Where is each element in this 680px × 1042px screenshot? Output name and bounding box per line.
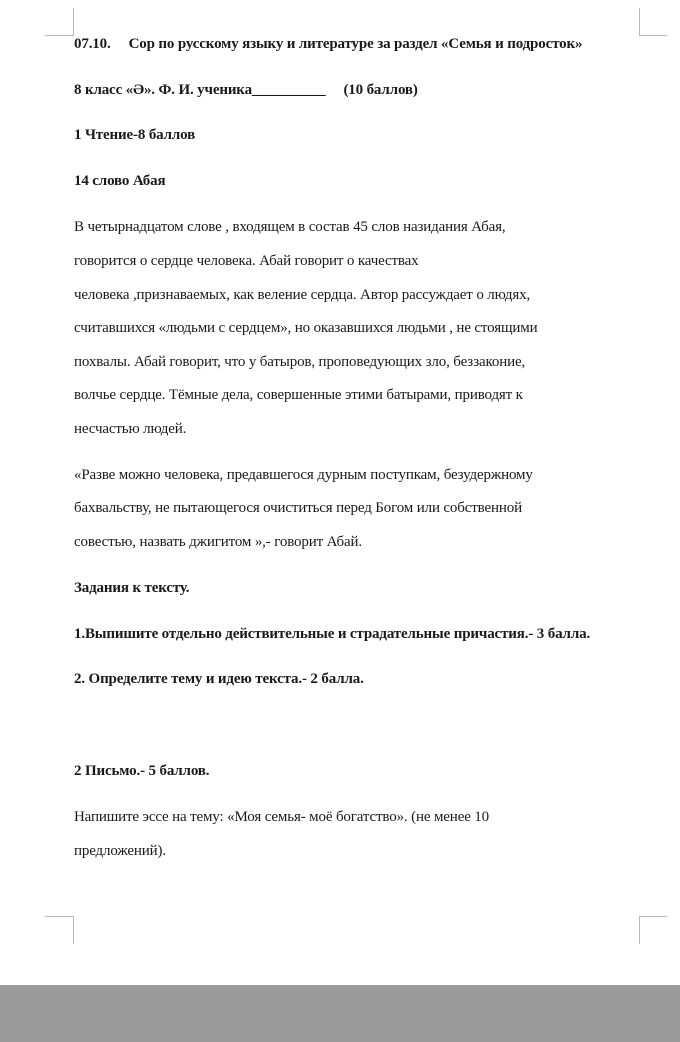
reading-heading: 1 Чтение-8 баллов [74,127,196,143]
writing-heading: 2 Письмо.- 5 баллов. [74,763,210,779]
quote-line: «Разве можно человека, предавшегося дурным поступкам, безудержному [74,467,533,483]
writing-prompt-line: предложений). [74,843,166,859]
class-and-name-field: 8 класс «Ә». Ф. И. ученика__________ [74,82,326,98]
crop-mark-top-left [45,8,74,36]
document-title [74,34,582,54]
writing-prompt-line: Напишите эссе на тему: «Моя семья- моё богатство». (не менее 10 [74,809,490,825]
paragraph-line: похвалы. Абай говорит, что у батыров, проповедующих зло, беззаконие, [74,354,526,370]
paragraph-line: волчье сердце. Тёмные дела, совершенные этими батырами, приводят к [74,387,523,403]
paragraph-line: несчастью людей. [74,421,187,437]
crop-mark-top-right [639,8,667,36]
paragraph-line: В четырнадцатом слове , входящем в состав 45 слов назидания Абая, [74,219,506,235]
quote-line: бахвальству, не пытающегося очиститься перед Богом или собственной [74,500,523,516]
title-text: Сор по русскому языку и литературе за раздел «Семья и подросток» [128,36,583,52]
quote-line: совестью, назвать джигитом »,- говорит Абай. [74,534,362,550]
total-points: (10 баллов) [343,82,418,98]
paragraph-line: считавшихся «людьми с сердцем», но оказавшихся людьми , не стоящими [74,320,538,336]
viewer-background [0,985,680,1042]
tasks-heading: Задания к тексту. [74,580,190,596]
student-line [74,80,418,100]
paragraph-line: говорится о сердце человека. Абай говорит о качествах [74,253,419,269]
crop-mark-bottom-right [639,916,667,944]
document-date: 07.10. [74,36,111,52]
paragraph-line: человека ,признаваемых, как веление сердца. Автор рассуждает о людях, [74,287,531,303]
crop-mark-bottom-left [45,916,74,944]
reading-subheading: 14 слово Абая [74,173,166,189]
task-1: 1.Выпишите отдельно действительные и страдательные причастия.- 3 балла. [74,626,591,642]
task-2: 2. Определите тему и идею текста.- 2 балла. [74,671,364,687]
